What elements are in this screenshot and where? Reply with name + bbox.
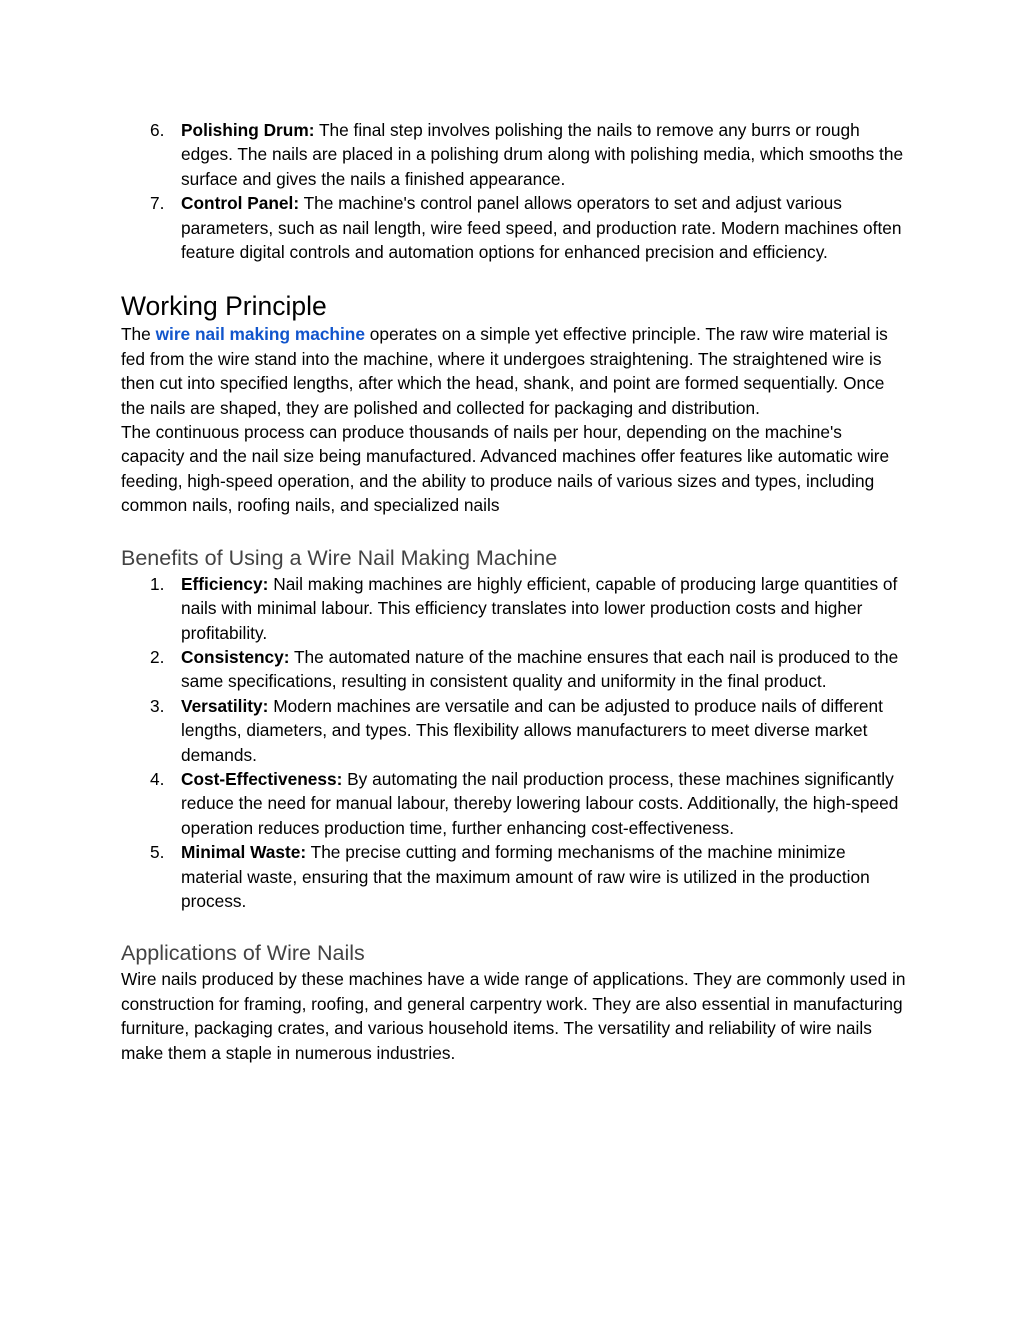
list-item-term: Polishing Drum: — [181, 120, 315, 140]
list-item — [121, 840, 907, 913]
paragraph-rest: operates on a simple yet effective principle. The raw wire material is fed from the wire stand into the machine, where it undergoes straightening. The straightened wire is then cut into specified lengths, after which the head, shank, and point are formed sequentially. Once the nails are shaped, they are polished and collected for packaging and distribution. — [121, 324, 888, 418]
list-item-term: Efficiency: — [181, 573, 269, 594]
list-item-term: Versatility: — [181, 695, 269, 716]
working-principle-paragraph-2: The continuous process can produce thousands of nails per hour, depending on the machine's capacity and the nail size being manufactured. Advanced machines offer features like automatic wire feeding, high-speed operation, and the ability to produce nails of various sizes and types, including common nails, roofing nails, and specialized nails — [121, 422, 890, 516]
list-item-text: By automating the nail production process, these machines significantly reduce the need for manual labour, thereby lowering labour costs. Additionally, the high-speed operation reduces production time, further enhancing cost-effectiveness. — [181, 768, 899, 838]
list-item-number: 7. — [150, 193, 165, 214]
list-item-term: Minimal Waste: — [181, 842, 307, 863]
document-page — [121, 118, 907, 1065]
wire-nail-making-machine-link[interactable]: wire nail making machine — [155, 324, 365, 345]
list-item-number: 6. — [150, 120, 165, 140]
list-item — [121, 118, 907, 191]
components-list-continued — [121, 118, 907, 264]
list-item-number: 5. — [150, 842, 165, 863]
list-item — [121, 191, 907, 264]
list-item-term: Consistency: — [181, 646, 290, 667]
list-item-term: Cost-Effectiveness: — [181, 768, 343, 789]
list-item-text: The precise cutting and forming mechanisms of the machine minimize material waste, ensuring that the maximum amount of raw wire is utilized in the production process. — [181, 842, 870, 911]
working-principle-heading: Working Principle — [121, 291, 327, 322]
list-item — [121, 572, 907, 645]
list-item-text: The machine's control panel allows operators to set and adjust various parameters, such as nail length, wire feed speed, and production rate. Modern machines often feature digital controls and automation options for enhanced precision and efficiency. — [181, 193, 902, 263]
applications-paragraph: Wire nails produced by these machines have a wide range of applications. They are commonly used in construction for framing, roofing, and general carpentry work. They are also essential in manufacturing furniture, packaging crates, and various household items. The versatility and reliability of wire nails make them a staple in numerous industries. — [121, 969, 906, 1063]
benefits-heading: Benefits of Using a Wire Nail Making Machine — [121, 545, 558, 570]
list-item-text: The automated nature of the machine ensures that each nail is produced to the same specifications, resulting in consistent quality and uniformity in the final product. — [181, 646, 899, 692]
paragraph-prefix: The — [121, 324, 156, 345]
list-item — [121, 767, 907, 840]
list-item — [121, 694, 907, 767]
list-item-number: 4. — [150, 768, 165, 789]
benefits-list — [121, 572, 907, 914]
list-item-text: Modern machines are versatile and can be adjusted to produce nails of different lengths, diameters, and types. This flexibility allows manufacturers to meet diverse market demands. — [181, 695, 883, 765]
list-item-number: 3. — [150, 695, 165, 716]
list-item-text: Nail making machines are highly efficient, capable of producing large quantities of nails with minimal labour. This efficiency translates into lower production costs and higher profitability. — [181, 573, 898, 643]
list-item-number: 1. — [150, 573, 165, 594]
applications-heading: Applications of Wire Nails — [121, 941, 365, 966]
list-item — [121, 645, 907, 694]
list-item-text: The final step involves polishing the nails to remove any burrs or rough edges. The nails are placed in a polishing drum along with polishing media, which smooths the surface and gives the nails a finished appearance. — [181, 120, 904, 189]
working-principle-paragraph-1 — [121, 322, 907, 420]
list-item-number: 2. — [150, 646, 165, 667]
list-item-term: Control Panel: — [181, 193, 300, 214]
